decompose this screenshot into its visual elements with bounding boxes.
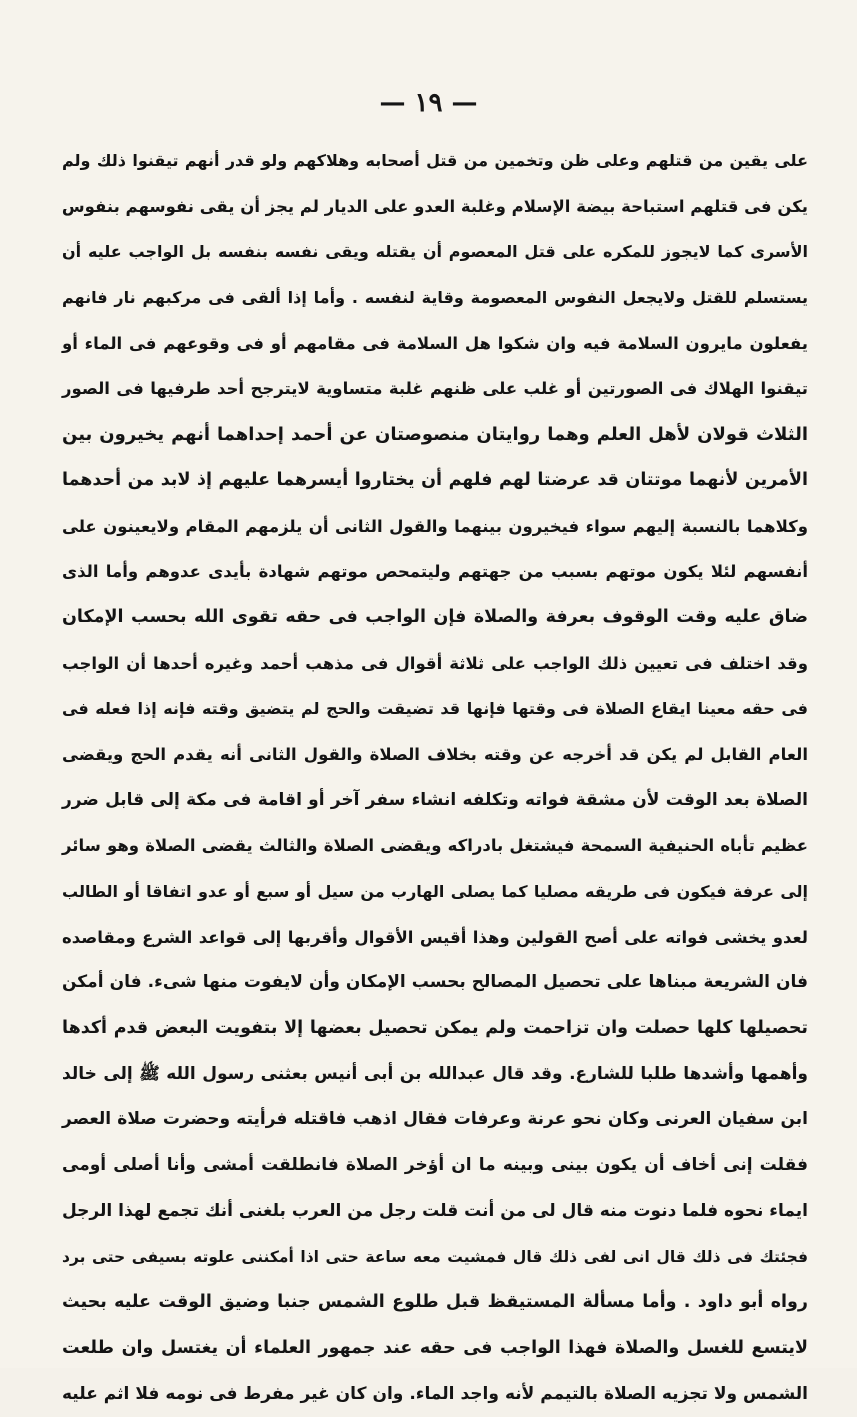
text-line: الشمس ولا تجزيه الصلاة بالتيمم لأنه واجد الماء. وان كان غير مفرط فى نومه فلا اثم عليه [62, 1383, 808, 1404]
text-line: وقد اختلف فى تعيين ذلك الواجب على ثلاثة أقوال فى مذهب أحمد وغيره أحدها أن الواجب [62, 653, 808, 673]
text-line: الثلاث قولان لأهل العلم وهما روايتان منصوصتان عن أحمد إحداهما أنهم يخيرون بين [62, 424, 808, 446]
text-line: فقلت إنى أخاف أن يكون بينى وبينه ما ان أؤخر الصلاة فانطلقت أمشى وأنا أصلى أومى [62, 1155, 808, 1176]
text-line: عظيم تأباه الحنيفية السمحة فيشتغل بادراكه ويقضى الصلاة والثالث يقضى الصلاة وهو سائر [62, 836, 808, 856]
text-line: ايماء نحوه فلما دنوت منه قال لى من أنت قلت رجل من العرب بلغنى أنك تجمع لهذا الرجل [62, 1200, 808, 1221]
text-line: الأسرى كما لايجوز للمكره على قتل المعصوم أن يقتله ويقى نفسه بنفسه بل الواجب عليه أن [62, 242, 808, 262]
text-line: يفعلون مايرون السلامة فيه وان شكوا هل السلامة فى مقامهم أو فى وقوعهم فى الماء أو [62, 333, 808, 353]
text-line: وأهمها وأشدها طلبا للشارع. وقد قال عبدالله بن أبى أنيس بعثنى رسول الله ﷺ إلى خالد [62, 1063, 808, 1084]
text-line: الصلاة بعد الوقت لأن مشقة فواته وتكلفه انشاء سفر آخر أو اقامة فى مكة إلى قابل ضرر [62, 789, 808, 810]
text-line: فان الشريعة مبناها على تحصيل المصالح بحسب الإمكان وأن لايفوت منها شىء. فان أمكن [62, 972, 808, 993]
text-line: تحصيلها كلها حصلت وان تزاحمت ولم يمكن تحصيل بعضها إلا بتفويت البعض قدم أكدها [62, 1018, 808, 1039]
text-line: يكن فى قتلهم استباحة بيضة الإسلام وغلبة العدو على الديار لم يجز أن يقى نفوسهم بنفوس [61, 196, 808, 216]
text-line: رواه أبو داود . وأما مسألة المستيقظ قبل طلوع الشمس جنبا وضيق الوقت عليه بحيث [62, 1292, 808, 1313]
text-line: الأمرين لأنهما موتتان قد عرضتا لهم فلهم أن يختاروا أيسرهما عليهم إذ لابد من أحدهما [62, 469, 808, 490]
text-line: العام القابل لم يكن قد أخرجه عن وقته بخلاف الصلاة والقول الثانى أنه يقدم الحج ويقضى [62, 744, 808, 764]
text-line: لعدو يخشى فواته على أصح القولين وهذا أقيس الأقوال وأقربها إلى قواعد الشرع ومقاصده [62, 927, 808, 947]
page-number: — ١٩ — [379, 88, 478, 118]
text-line: إلى عرفة فيكون فى طريقه مصليا كما يصلى الهارب من سيل أو سبع أو عدو اتفاقا أو الطالب [62, 882, 808, 901]
text-line: يستسلم للقتل ولايجعل النفوس المعصومة وقاية لنفسه . وأما إذا ألقى فى مركبهم نار فانهم [62, 288, 808, 308]
text-line: ابن سفيان العرنى وكان نحو عرنة وعرفات فقال اذهب فاقتله فرأيته وحضرت صلاة العصر [62, 1109, 808, 1130]
body-text [62, 138, 808, 1417]
text-line: لايتسع للغسل والصلاة فهذا الواجب فى حقه عند جمهور العلماء أن يغتسل وان طلعت [62, 1337, 808, 1358]
text-line: وكلاهما بالنسبة إليهم سواء فيخيرون بينهما والقول الثانى أن يلزمهم المقام ولايعينون على [62, 516, 808, 536]
text-line: أنفسهم لئلا يكون موتهم بسبب من جهتهم وليتمحص موتهم شهادة بأيدى عدوهم وأما الذى [62, 562, 808, 582]
text-line: فجئتك فى ذلك قال انى لفى ذلك قال فمشيت معه ساعة حتى اذا أمكننى علوته بسيفى حتى برد [62, 1247, 808, 1266]
text-line: فى حقه معينا ايقاع الصلاة فى وقتها فإنها قد تضيقت والحج لم يتضيق وقته فإنه إذا فعله فى [62, 699, 808, 719]
text-line: تيقنوا الهلاك فى الصورتين أو غلب على ظنهم غلبة متساوية لايترجح أحد طرفيها فى الصور [62, 379, 808, 399]
text-line: على يقين من قتلهم وعلى ظن وتخمين من قتل أصحابه وهلاكهم ولو قدر أنهم تيقنوا ذلك ولم [62, 151, 808, 170]
text-line: ضاق عليه وقت الوقوف بعرفة والصلاة فإن الواجب فى حقه تقوى الله بحسب الإمكان [62, 606, 808, 627]
